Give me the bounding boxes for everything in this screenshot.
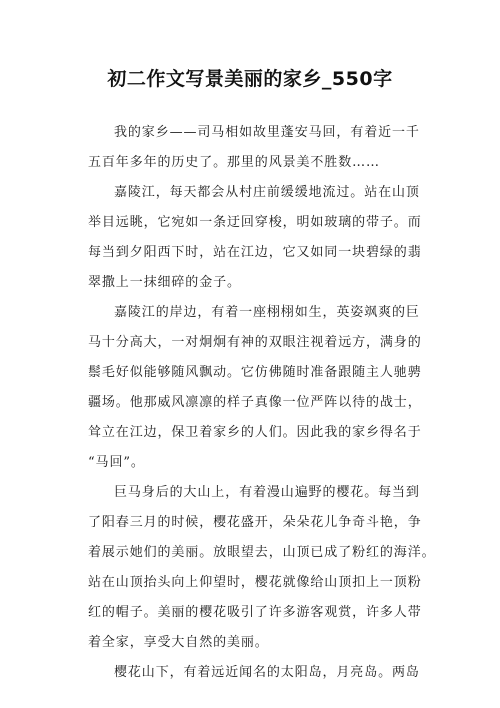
- paragraph-line: 樱花山下，有着远近闻名的太阳岛，月亮岛。两岛: [114, 665, 420, 680]
- paragraph-line: 耸立在江边，保卫着家乡的人们。因此我的家乡得名于: [88, 425, 422, 440]
- paragraph: [88, 178, 440, 298]
- paragraph-line: 翠撒上一抹细碎的金子。: [88, 275, 241, 290]
- paragraph-line: 我的家乡——司马相如故里蓬安马回，有着近一千: [114, 125, 420, 140]
- paragraph-line: 红的帽子。美丽的樱花吸引了许多游客观赏，许多人带: [88, 605, 422, 620]
- paragraph: [88, 658, 440, 688]
- paragraph-line: “马回”。: [88, 455, 145, 470]
- paragraph-line: 了阳春三月的时候，樱花盛开，朵朵花儿争奇斗艳，争: [88, 515, 422, 530]
- paragraph-line: 嘉陵江的岸边，有着一座栩栩如生，英姿飒爽的巨: [114, 305, 420, 320]
- paragraph: [88, 118, 440, 178]
- paragraph: [88, 478, 440, 658]
- paragraph-line: 巨马身后的大山上，有着漫山遍野的樱花。每当到: [114, 485, 420, 500]
- paragraph-line: 着全家，享受大自然的美丽。: [88, 635, 269, 650]
- page-title: 初二作文写景美丽的家乡_550字: [107, 68, 393, 90]
- paragraph-line: 马十分高大，一对炯炯有神的双眼注视着远方，满身的: [88, 335, 422, 350]
- paragraph-line: 疆场。他那威风凛凛的样子真像一位严阵以待的战士，: [88, 395, 422, 410]
- paragraph-line: 每当到夕阳西下时，站在江边，它又如同一块碧绿的翡: [88, 245, 422, 260]
- paragraph-line: 着展示她们的美丽。放眼望去，山顶已成了粉红的海洋。: [88, 545, 436, 560]
- paragraph-line: 举目远眺，它宛如一条迂回穿梭，明如玻璃的带子。而: [88, 215, 422, 230]
- paragraph-line: 鬃毛好似能够随风飘动。它仿佛随时准备跟随主人驰骋: [88, 365, 422, 380]
- paragraph-line: 站在山顶抬头向上仰望时，樱花就像给山顶扣上一顶粉: [88, 575, 422, 590]
- paragraph-line: 五百年多年的历史了。那里的风景美不胜数……: [88, 155, 380, 170]
- article-body: [88, 118, 440, 688]
- paragraph-line: 嘉陵江，每天都会从村庄前缓缓地流过。站在山顶: [114, 185, 420, 200]
- paragraph: [88, 298, 440, 478]
